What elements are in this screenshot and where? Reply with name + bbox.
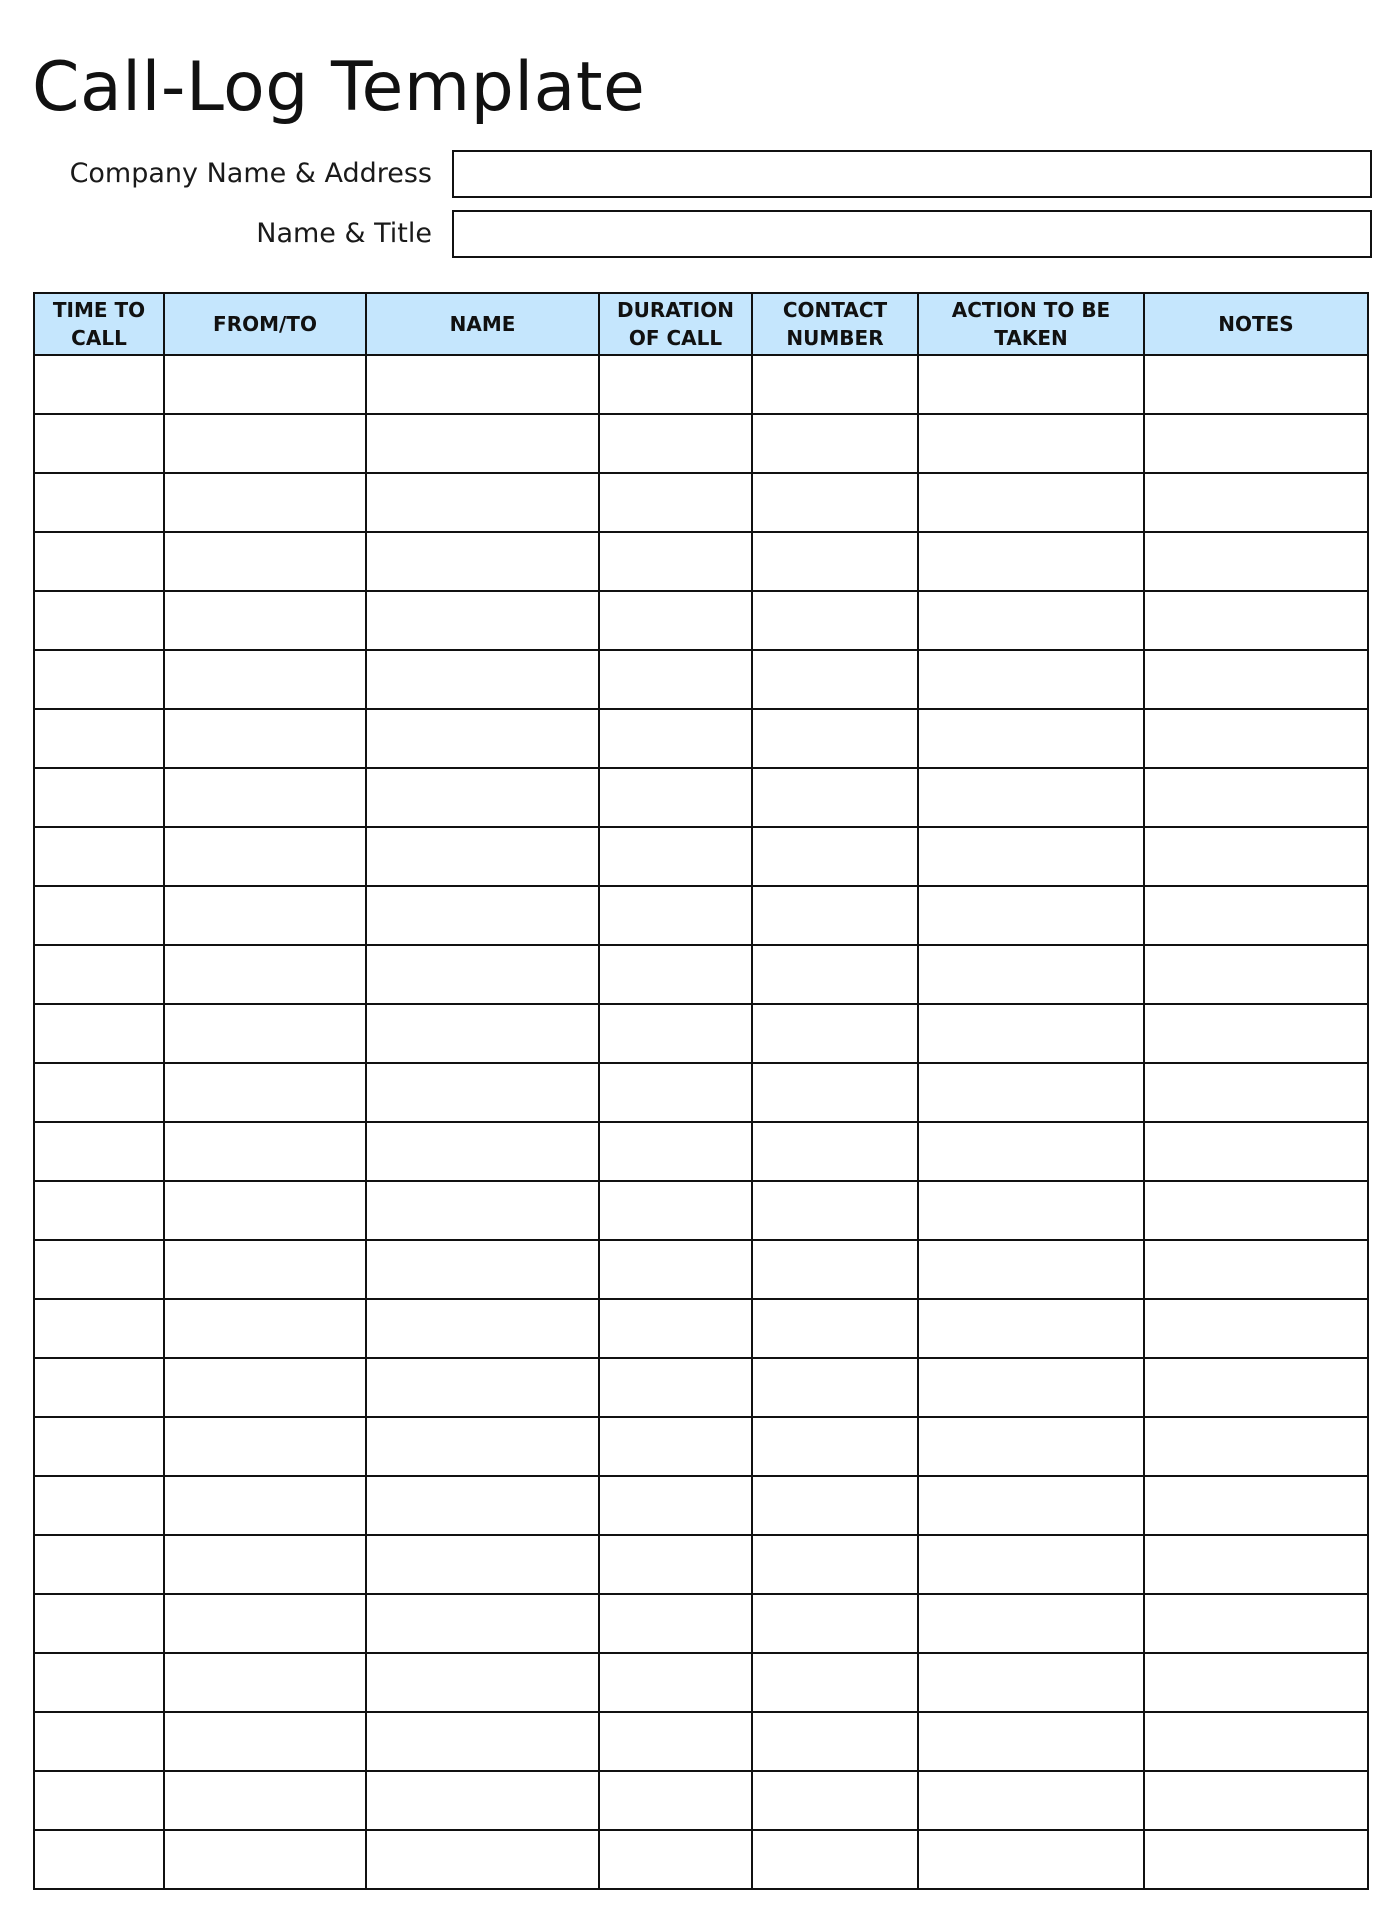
cell-duration-of-call[interactable] [599, 1063, 752, 1122]
cell-contact-number[interactable] [752, 414, 918, 473]
cell-from-to[interactable] [164, 886, 366, 945]
cell-duration-of-call[interactable] [599, 886, 752, 945]
table-row [34, 591, 1368, 650]
cell-name[interactable] [366, 1299, 599, 1358]
cell-name[interactable] [366, 414, 599, 473]
cell-from-to[interactable] [164, 1063, 366, 1122]
cell-contact-number[interactable] [752, 1771, 918, 1830]
cell-duration-of-call[interactable] [599, 1122, 752, 1181]
cell-duration-of-call[interactable] [599, 1476, 752, 1535]
cell-notes[interactable] [1144, 1830, 1368, 1889]
cell-action-to-be-taken[interactable] [918, 709, 1144, 768]
cell-contact-number[interactable] [752, 1240, 918, 1299]
cell-action-to-be-taken[interactable] [918, 827, 1144, 886]
cell-action-to-be-taken[interactable] [918, 1358, 1144, 1417]
cell-duration-of-call[interactable] [599, 473, 752, 532]
table-row [34, 1712, 1368, 1771]
header-contact-number [752, 293, 918, 355]
cell-contact-number[interactable] [752, 709, 918, 768]
header-action-to-be-taken-label: ACTION TO BE TAKEN [951, 298, 1111, 350]
cell-time-to-call[interactable] [34, 1594, 164, 1653]
cell-time-to-call[interactable] [34, 1771, 164, 1830]
cell-from-to[interactable] [164, 1476, 366, 1535]
cell-name[interactable] [366, 473, 599, 532]
cell-notes[interactable] [1144, 945, 1368, 1004]
header-notes [1144, 293, 1368, 355]
cell-contact-number[interactable] [752, 1712, 918, 1771]
cell-action-to-be-taken[interactable] [918, 355, 1144, 414]
cell-name[interactable] [366, 1594, 599, 1653]
cell-notes[interactable] [1144, 414, 1368, 473]
header-time-to-call-label: TIME TO CALL [52, 298, 146, 350]
cell-action-to-be-taken[interactable] [918, 532, 1144, 591]
cell-contact-number[interactable] [752, 1181, 918, 1240]
cell-time-to-call[interactable] [34, 768, 164, 827]
cell-from-to[interactable] [164, 1594, 366, 1653]
table-row [34, 1594, 1368, 1653]
table-row [34, 1535, 1368, 1594]
cell-duration-of-call[interactable] [599, 1004, 752, 1063]
cell-name[interactable] [366, 1417, 599, 1476]
cell-action-to-be-taken[interactable] [918, 1476, 1144, 1535]
cell-action-to-be-taken[interactable] [918, 473, 1144, 532]
table-row [34, 1476, 1368, 1535]
cell-notes[interactable] [1144, 1771, 1368, 1830]
cell-notes[interactable] [1144, 1594, 1368, 1653]
cell-from-to[interactable] [164, 709, 366, 768]
cell-name[interactable] [366, 1653, 599, 1712]
cell-from-to[interactable] [164, 945, 366, 1004]
cell-time-to-call[interactable] [34, 1358, 164, 1417]
cell-action-to-be-taken[interactable] [918, 1712, 1144, 1771]
cell-time-to-call[interactable] [34, 532, 164, 591]
cell-notes[interactable] [1144, 1653, 1368, 1712]
cell-contact-number[interactable] [752, 1122, 918, 1181]
table-row [34, 532, 1368, 591]
cell-from-to[interactable] [164, 473, 366, 532]
cell-time-to-call[interactable] [34, 1240, 164, 1299]
cell-contact-number[interactable] [752, 473, 918, 532]
cell-from-to[interactable] [164, 1653, 366, 1712]
cell-name[interactable] [366, 1771, 599, 1830]
cell-duration-of-call[interactable] [599, 1830, 752, 1889]
cell-duration-of-call[interactable] [599, 1240, 752, 1299]
cell-from-to[interactable] [164, 827, 366, 886]
header-duration-of-call-label: DURATION OF CALL [617, 298, 734, 350]
cell-time-to-call[interactable] [34, 1181, 164, 1240]
cell-from-to[interactable] [164, 1417, 366, 1476]
cell-name[interactable] [366, 650, 599, 709]
cell-from-to[interactable] [164, 650, 366, 709]
table-row [34, 827, 1368, 886]
cell-action-to-be-taken[interactable] [918, 650, 1144, 709]
cell-contact-number[interactable] [752, 1594, 918, 1653]
header-action-to-be-taken [918, 293, 1144, 355]
cell-time-to-call[interactable] [34, 1535, 164, 1594]
table-row [34, 709, 1368, 768]
cell-contact-number[interactable] [752, 650, 918, 709]
cell-action-to-be-taken[interactable] [918, 414, 1144, 473]
cell-time-to-call[interactable] [34, 473, 164, 532]
cell-contact-number[interactable] [752, 1299, 918, 1358]
cell-time-to-call[interactable] [34, 1712, 164, 1771]
cell-duration-of-call[interactable] [599, 709, 752, 768]
cell-action-to-be-taken[interactable] [918, 1653, 1144, 1712]
cell-from-to[interactable] [164, 1358, 366, 1417]
cell-from-to[interactable] [164, 1535, 366, 1594]
header-time-to-call [34, 293, 164, 355]
cell-time-to-call[interactable] [34, 886, 164, 945]
company-name-address-label: Company Name & Address [69, 158, 432, 189]
cell-time-to-call[interactable] [34, 1299, 164, 1358]
cell-notes[interactable] [1144, 1417, 1368, 1476]
cell-action-to-be-taken[interactable] [918, 591, 1144, 650]
cell-from-to[interactable] [164, 414, 366, 473]
cell-from-to[interactable] [164, 532, 366, 591]
cell-duration-of-call[interactable] [599, 1594, 752, 1653]
cell-contact-number[interactable] [752, 945, 918, 1004]
table-row [34, 1181, 1368, 1240]
cell-notes[interactable] [1144, 886, 1368, 945]
cell-contact-number[interactable] [752, 768, 918, 827]
table-header [34, 293, 1368, 355]
header-name [366, 293, 599, 355]
table-row [34, 1830, 1368, 1889]
cell-from-to[interactable] [164, 1830, 366, 1889]
cell-name[interactable] [366, 1063, 599, 1122]
cell-action-to-be-taken[interactable] [918, 1004, 1144, 1063]
cell-time-to-call[interactable] [34, 355, 164, 414]
cell-duration-of-call[interactable] [599, 1417, 752, 1476]
cell-notes[interactable] [1144, 1535, 1368, 1594]
cell-from-to[interactable] [164, 1004, 366, 1063]
cell-duration-of-call[interactable] [599, 1299, 752, 1358]
table-row [34, 1240, 1368, 1299]
cell-action-to-be-taken[interactable] [918, 1417, 1144, 1476]
cell-notes[interactable] [1144, 473, 1368, 532]
cell-name[interactable] [366, 768, 599, 827]
cell-time-to-call[interactable] [34, 650, 164, 709]
cell-action-to-be-taken[interactable] [918, 1299, 1144, 1358]
cell-duration-of-call[interactable] [599, 827, 752, 886]
cell-action-to-be-taken[interactable] [918, 768, 1144, 827]
cell-name[interactable] [366, 1535, 599, 1594]
cell-duration-of-call[interactable] [599, 1771, 752, 1830]
company-field-row [32, 150, 1372, 198]
cell-from-to[interactable] [164, 355, 366, 414]
cell-action-to-be-taken[interactable] [918, 945, 1144, 1004]
cell-name[interactable] [366, 1240, 599, 1299]
header-notes-label: NOTES [1218, 312, 1294, 336]
cell-notes[interactable] [1144, 1712, 1368, 1771]
cell-action-to-be-taken[interactable] [918, 1535, 1144, 1594]
cell-time-to-call[interactable] [34, 414, 164, 473]
cell-name[interactable] [366, 1181, 599, 1240]
cell-contact-number[interactable] [752, 355, 918, 414]
cell-name[interactable] [366, 1358, 599, 1417]
cell-time-to-call[interactable] [34, 1417, 164, 1476]
cell-time-to-call[interactable] [34, 1122, 164, 1181]
cell-contact-number[interactable] [752, 1417, 918, 1476]
table-body [34, 355, 1368, 1889]
cell-name[interactable] [366, 886, 599, 945]
cell-name[interactable] [366, 591, 599, 650]
cell-name[interactable] [366, 1004, 599, 1063]
cell-notes[interactable] [1144, 355, 1368, 414]
cell-from-to[interactable] [164, 1122, 366, 1181]
cell-from-to[interactable] [164, 1712, 366, 1771]
cell-duration-of-call[interactable] [599, 414, 752, 473]
cell-name[interactable] [366, 945, 599, 1004]
table-row [34, 414, 1368, 473]
table-row [34, 1004, 1368, 1063]
cell-contact-number[interactable] [752, 827, 918, 886]
cell-notes[interactable] [1144, 709, 1368, 768]
cell-duration-of-call[interactable] [599, 1181, 752, 1240]
cell-contact-number[interactable] [752, 1535, 918, 1594]
cell-name[interactable] [366, 532, 599, 591]
cell-notes[interactable] [1144, 591, 1368, 650]
cell-contact-number[interactable] [752, 1476, 918, 1535]
cell-action-to-be-taken[interactable] [918, 1594, 1144, 1653]
table-row [34, 355, 1368, 414]
cell-from-to[interactable] [164, 1181, 366, 1240]
cell-action-to-be-taken[interactable] [918, 1830, 1144, 1889]
cell-notes[interactable] [1144, 1181, 1368, 1240]
cell-notes[interactable] [1144, 768, 1368, 827]
cell-notes[interactable] [1144, 650, 1368, 709]
cell-time-to-call[interactable] [34, 591, 164, 650]
cell-notes[interactable] [1144, 532, 1368, 591]
cell-name[interactable] [366, 1712, 599, 1771]
cell-time-to-call[interactable] [34, 1004, 164, 1063]
cell-notes[interactable] [1144, 1122, 1368, 1181]
table-row [34, 1653, 1368, 1712]
cell-duration-of-call[interactable] [599, 591, 752, 650]
cell-duration-of-call[interactable] [599, 1653, 752, 1712]
cell-contact-number[interactable] [752, 1063, 918, 1122]
page-title: Call-Log Template [32, 48, 646, 127]
cell-duration-of-call[interactable] [599, 650, 752, 709]
cell-contact-number[interactable] [752, 1004, 918, 1063]
header-name-label: NAME [449, 312, 516, 336]
cell-action-to-be-taken[interactable] [918, 1122, 1144, 1181]
header-duration-of-call [599, 293, 752, 355]
cell-duration-of-call[interactable] [599, 768, 752, 827]
cell-notes[interactable] [1144, 1476, 1368, 1535]
cell-from-to[interactable] [164, 768, 366, 827]
table-row [34, 886, 1368, 945]
cell-duration-of-call[interactable] [599, 532, 752, 591]
table-row [34, 768, 1368, 827]
header-from-to [164, 293, 366, 355]
table-row [34, 1417, 1368, 1476]
cell-time-to-call[interactable] [34, 827, 164, 886]
name-title-input[interactable] [452, 210, 1372, 258]
cell-notes[interactable] [1144, 1299, 1368, 1358]
cell-duration-of-call[interactable] [599, 1358, 752, 1417]
cell-name[interactable] [366, 709, 599, 768]
cell-from-to[interactable] [164, 1771, 366, 1830]
cell-time-to-call[interactable] [34, 1063, 164, 1122]
table-row [34, 1063, 1368, 1122]
cell-action-to-be-taken[interactable] [918, 1181, 1144, 1240]
cell-notes[interactable] [1144, 1240, 1368, 1299]
cell-action-to-be-taken[interactable] [918, 886, 1144, 945]
cell-name[interactable] [366, 827, 599, 886]
table-row [34, 650, 1368, 709]
cell-notes[interactable] [1144, 1004, 1368, 1063]
cell-duration-of-call[interactable] [599, 1535, 752, 1594]
cell-contact-number[interactable] [752, 1653, 918, 1712]
table-row [34, 1299, 1368, 1358]
name-title-field-row [32, 210, 1372, 258]
cell-notes[interactable] [1144, 827, 1368, 886]
call-log-table [33, 292, 1369, 1890]
header-contact-number-label: CONTACT NUMBER [782, 298, 888, 350]
cell-duration-of-call[interactable] [599, 1712, 752, 1771]
cell-action-to-be-taken[interactable] [918, 1771, 1144, 1830]
table-row [34, 945, 1368, 1004]
cell-contact-number[interactable] [752, 532, 918, 591]
name-title-label: Name & Title [256, 218, 432, 249]
cell-time-to-call[interactable] [34, 1476, 164, 1535]
cell-time-to-call[interactable] [34, 1830, 164, 1889]
header-from-to-label: FROM/TO [213, 312, 317, 336]
cell-duration-of-call[interactable] [599, 945, 752, 1004]
cell-name[interactable] [366, 1830, 599, 1889]
cell-from-to[interactable] [164, 591, 366, 650]
table-row [34, 1358, 1368, 1417]
cell-contact-number[interactable] [752, 591, 918, 650]
header-row [34, 293, 1368, 355]
cell-from-to[interactable] [164, 1299, 366, 1358]
cell-notes[interactable] [1144, 1358, 1368, 1417]
cell-action-to-be-taken[interactable] [918, 1240, 1144, 1299]
cell-time-to-call[interactable] [34, 709, 164, 768]
table-row [34, 1771, 1368, 1830]
table-row [34, 473, 1368, 532]
cell-name[interactable] [366, 355, 599, 414]
cell-name[interactable] [366, 1122, 599, 1181]
cell-from-to[interactable] [164, 1240, 366, 1299]
cell-notes[interactable] [1144, 1063, 1368, 1122]
cell-action-to-be-taken[interactable] [918, 1063, 1144, 1122]
cell-contact-number[interactable] [752, 1830, 918, 1889]
cell-duration-of-call[interactable] [599, 355, 752, 414]
cell-contact-number[interactable] [752, 1358, 918, 1417]
cell-name[interactable] [366, 1476, 599, 1535]
cell-time-to-call[interactable] [34, 945, 164, 1004]
table-row [34, 1122, 1368, 1181]
cell-contact-number[interactable] [752, 886, 918, 945]
company-name-address-input[interactable] [452, 150, 1372, 198]
cell-time-to-call[interactable] [34, 1653, 164, 1712]
